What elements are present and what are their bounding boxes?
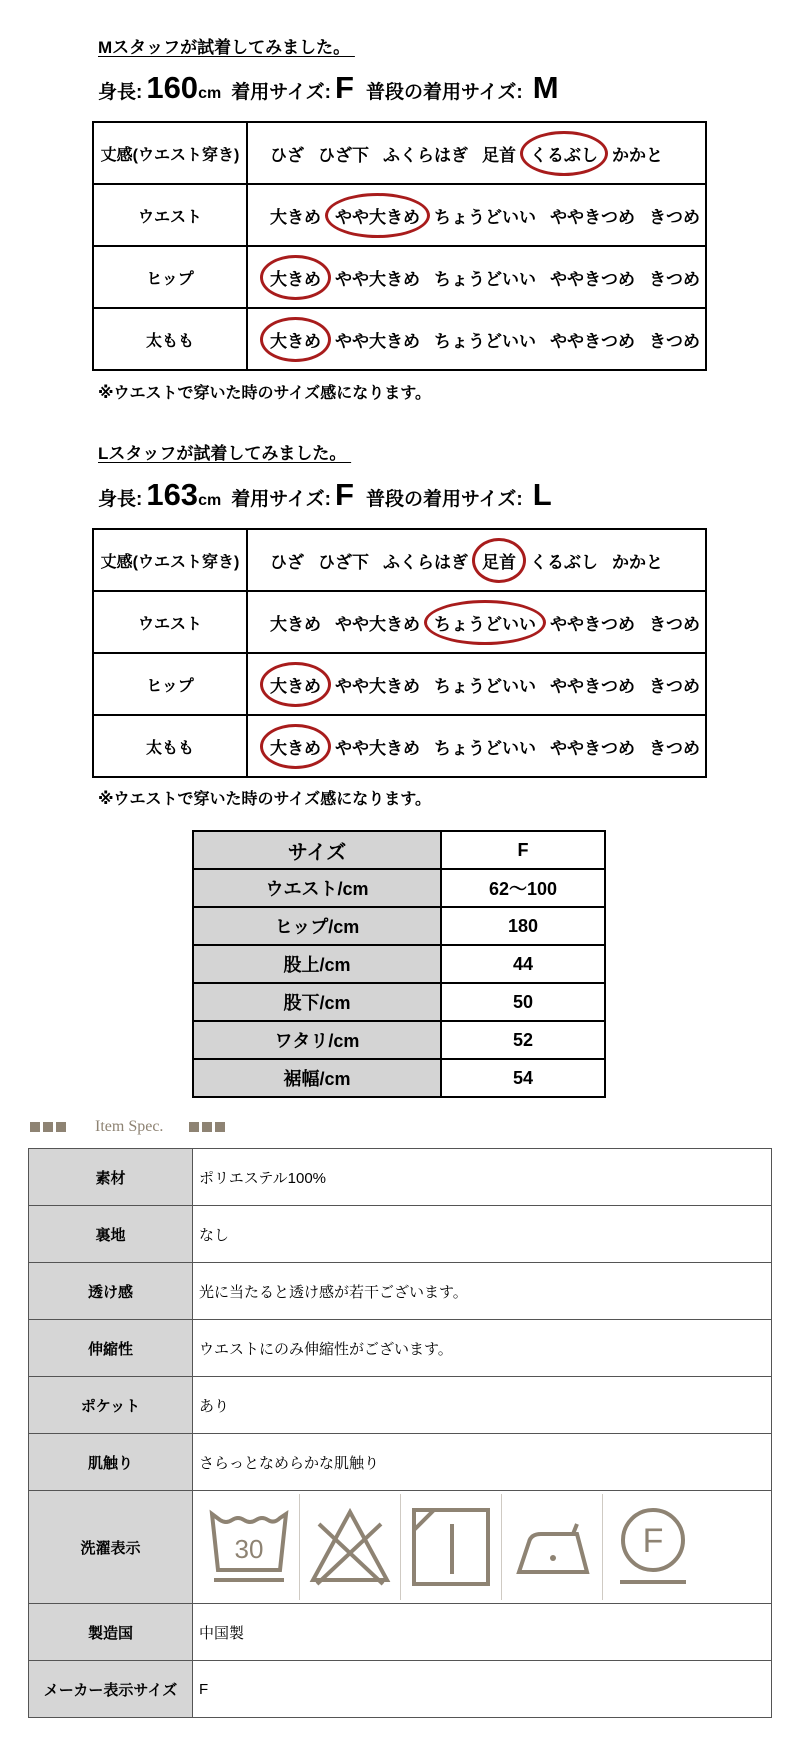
selected-option: 足首 <box>478 544 520 577</box>
fit-row-options <box>247 184 706 246</box>
option-list <box>266 544 705 577</box>
spec-value: あり <box>193 1377 772 1434</box>
spec-value: ウエストにのみ伸縮性がございます。 <box>193 1320 772 1377</box>
height-value: 160 <box>146 70 199 105</box>
fit-row-label: ヒップ <box>93 653 247 715</box>
selected-option: くるぶし <box>526 137 602 170</box>
size-row <box>193 945 605 983</box>
option: やや大きめ <box>335 614 420 634</box>
item-spec-table <box>28 1148 772 1718</box>
height-unit: cm <box>198 492 222 509</box>
dry-clean-f-icon <box>603 1497 703 1597</box>
option: ちょうどいい <box>434 676 536 696</box>
option: きつめ <box>649 269 700 289</box>
square-icon <box>202 1122 212 1132</box>
spec-label: 透け感 <box>29 1263 193 1320</box>
option: ひざ <box>270 552 304 572</box>
fit-row-options <box>247 715 706 777</box>
option: きつめ <box>649 614 700 634</box>
size-row <box>193 983 605 1021</box>
spec-row <box>29 1434 772 1491</box>
option: ちょうどいい <box>434 331 536 351</box>
square-icon <box>56 1122 66 1132</box>
fit-row <box>93 715 706 777</box>
size-row-value: 50 <box>441 983 605 1021</box>
usual-size-label: 普段の着用サイズ: <box>365 489 523 510</box>
size-row-label: 股下/cm <box>193 983 441 1021</box>
spec-value: F <box>193 1661 772 1718</box>
fit-row-label: 丈感(ウエスト穿き) <box>93 122 247 184</box>
size-row-label: ウエスト/cm <box>193 869 441 907</box>
option-list <box>266 199 705 232</box>
spec-row <box>29 1263 772 1320</box>
fit-row-options <box>247 653 706 715</box>
square-icon <box>215 1122 225 1132</box>
height-unit: cm <box>198 85 222 102</box>
option: きつめ <box>649 738 700 758</box>
option-list <box>266 137 705 170</box>
l-staff-title: Lスタッフが試着してみました。 <box>98 444 352 463</box>
size-row <box>193 907 605 945</box>
spec-label: 伸縮性 <box>29 1320 193 1377</box>
option-list <box>266 668 705 701</box>
spec-row <box>29 1377 772 1434</box>
fit-row <box>93 591 706 653</box>
option: ややきつめ <box>550 676 635 696</box>
spec-label: 肌触り <box>29 1434 193 1491</box>
fit-row-label: 丈感(ウエスト穿き) <box>93 529 247 591</box>
m-staff-title: Mスタッフが試着してみました。 <box>98 38 355 57</box>
size-row-value: 180 <box>441 907 605 945</box>
wear-size-label: 着用サイズ: <box>231 82 331 103</box>
option: ひざ <box>270 145 304 165</box>
option-list <box>266 730 705 763</box>
line-dry-shade-icon <box>401 1497 501 1597</box>
option: ややきつめ <box>550 207 635 227</box>
fit-row <box>93 653 706 715</box>
size-row-label: ヒップ/cm <box>193 907 441 945</box>
size-header-value: F <box>441 831 605 869</box>
l-staff-fit-table <box>92 528 707 778</box>
low-iron-icon <box>502 1497 602 1597</box>
option: ひざ下 <box>318 145 369 165</box>
spec-row <box>29 1604 772 1661</box>
square-icon <box>30 1122 40 1132</box>
option-list <box>266 323 705 356</box>
fit-row <box>93 308 706 370</box>
spec-value: 光に当たると透け感が若干ございます。 <box>193 1263 772 1320</box>
fit-row-options <box>247 308 706 370</box>
m-staff-profile <box>98 70 559 110</box>
spec-value: なし <box>193 1206 772 1263</box>
option: くるぶし <box>530 552 598 572</box>
fit-row-label: 太もも <box>93 715 247 777</box>
selected-option: 大きめ <box>266 261 325 294</box>
care-label: 洗濯表示 <box>29 1491 193 1604</box>
spec-label: ポケット <box>29 1377 193 1434</box>
spec-value: ポリエステル100% <box>193 1149 772 1206</box>
square-icon <box>43 1122 53 1132</box>
usual-size-label: 普段の着用サイズ: <box>365 82 523 103</box>
wear-size-value: F <box>335 70 354 105</box>
wear-size-label: 着用サイズ: <box>231 489 331 510</box>
height-value: 163 <box>146 477 199 512</box>
fit-row <box>93 122 706 184</box>
m-staff-fit-table <box>92 121 707 371</box>
spec-row <box>29 1320 772 1377</box>
m-staff-note: ※ウエストで穿いた時のサイズ感になります。 <box>98 385 431 402</box>
l-staff-note: ※ウエストで穿いた時のサイズ感になります。 <box>98 791 431 808</box>
option-list <box>266 606 705 639</box>
care-icons-cell <box>193 1491 772 1604</box>
size-row <box>193 1059 605 1097</box>
svg-text:30: 30 <box>234 1534 264 1564</box>
option: ひざ下 <box>318 552 369 572</box>
size-row-value: 52 <box>441 1021 605 1059</box>
option: やや大きめ <box>335 738 420 758</box>
selected-option: ちょうどいい <box>430 606 540 639</box>
spec-row <box>29 1661 772 1718</box>
care-icons <box>199 1491 771 1603</box>
spec-value: さらっとなめらかな肌触り <box>193 1434 772 1491</box>
wear-size-value: F <box>335 477 354 512</box>
size-row-label: 股上/cm <box>193 945 441 983</box>
selected-option: 大きめ <box>266 730 325 763</box>
size-row <box>193 1021 605 1059</box>
fit-row-label: ウエスト <box>93 184 247 246</box>
option: やや大きめ <box>335 676 420 696</box>
fit-row <box>93 529 706 591</box>
care-row <box>29 1491 772 1604</box>
spec-label: メーカー表示サイズ <box>29 1661 193 1718</box>
size-row-label: ワタリ/cm <box>193 1021 441 1059</box>
option: ややきつめ <box>550 269 635 289</box>
spec-value: 中国製 <box>193 1604 772 1661</box>
item-spec-heading <box>30 1118 228 1136</box>
wash-30-icon <box>199 1497 299 1597</box>
selected-option: 大きめ <box>266 668 325 701</box>
size-header-label: サイズ <box>193 831 441 869</box>
option: きつめ <box>649 207 700 227</box>
option: ちょうどいい <box>434 269 536 289</box>
fit-row-options <box>247 529 706 591</box>
svg-text:F: F <box>642 1522 664 1560</box>
no-bleach-icon <box>300 1497 400 1597</box>
option: ややきつめ <box>550 331 635 351</box>
option-list <box>266 261 705 294</box>
option: 大きめ <box>270 614 321 634</box>
spec-label: 製造国 <box>29 1604 193 1661</box>
spec-row <box>29 1149 772 1206</box>
option: ふくらはぎ <box>383 145 468 165</box>
selected-option: 大きめ <box>266 323 325 356</box>
option: ややきつめ <box>550 614 635 634</box>
height-label: 身長: <box>98 82 143 103</box>
fit-row <box>93 246 706 308</box>
option: やや大きめ <box>335 331 420 351</box>
option: ちょうどいい <box>434 738 536 758</box>
option: やや大きめ <box>335 269 420 289</box>
fit-row-options <box>247 246 706 308</box>
option: かかと <box>612 552 663 572</box>
option: ちょうどいい <box>434 207 536 227</box>
option: きつめ <box>649 331 700 351</box>
fit-row-label: ウエスト <box>93 591 247 653</box>
option: 大きめ <box>270 207 321 227</box>
square-icon <box>189 1122 199 1132</box>
option: ふくらはぎ <box>383 552 468 572</box>
size-table <box>192 830 606 1098</box>
size-row-label: 裾幅/cm <box>193 1059 441 1097</box>
option: きつめ <box>649 676 700 696</box>
usual-size-value: M <box>532 70 559 105</box>
fit-row-options <box>247 591 706 653</box>
fit-row-options <box>247 122 706 184</box>
size-row-value: 44 <box>441 945 605 983</box>
item-spec-title: Item Spec. <box>95 1118 164 1135</box>
height-label: 身長: <box>98 489 143 510</box>
option: 足首 <box>482 145 516 165</box>
spec-label: 素材 <box>29 1149 193 1206</box>
size-row-value: 62～100 <box>441 869 605 907</box>
spec-label: 裏地 <box>29 1206 193 1263</box>
fit-row-label: ヒップ <box>93 246 247 308</box>
spec-row <box>29 1206 772 1263</box>
fit-row-label: 太もも <box>93 308 247 370</box>
option: ややきつめ <box>550 738 635 758</box>
usual-size-value: L <box>532 477 552 512</box>
selected-option: やや大きめ <box>331 199 424 232</box>
l-staff-profile <box>98 477 552 517</box>
size-row <box>193 869 605 907</box>
option: かかと <box>612 145 663 165</box>
size-row-value: 54 <box>441 1059 605 1097</box>
fit-row <box>93 184 706 246</box>
size-table-header-row <box>193 831 605 869</box>
